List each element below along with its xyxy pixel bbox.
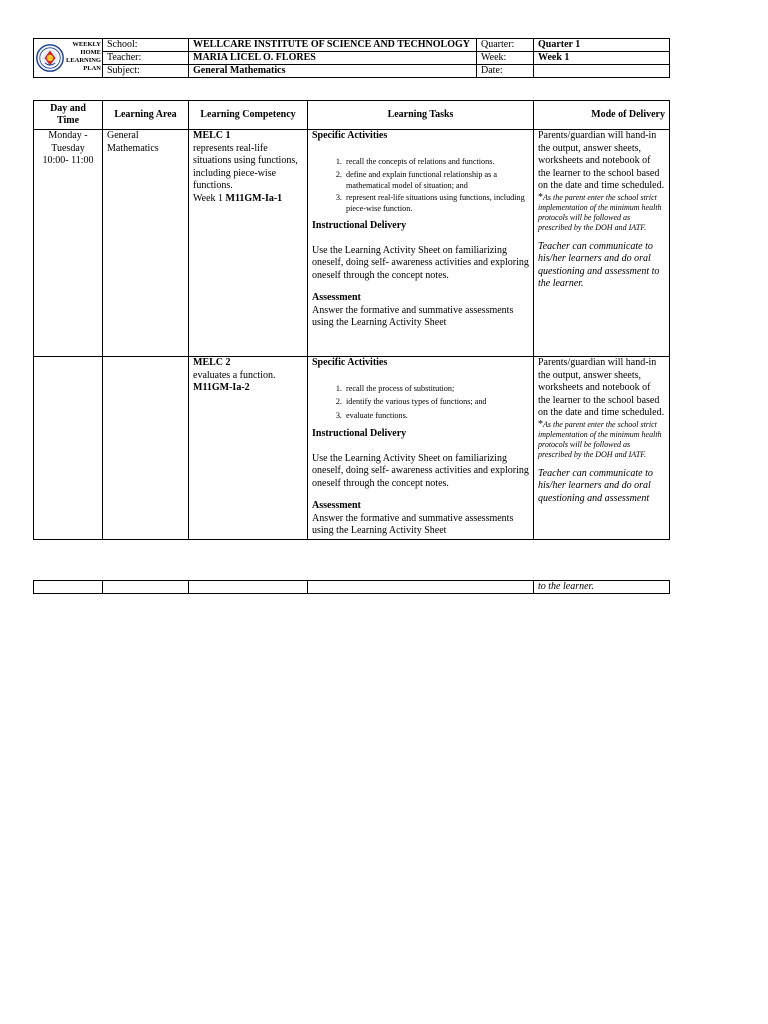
day-time-cell: [34, 581, 103, 594]
quarter-label: Quarter:: [477, 39, 534, 52]
delivery-text: Parents/guardian will hand-in the output, answer sheets, worksheets and notebook of the learner to the school based on the date and time scheduled.: [538, 357, 665, 418]
assessment-title: Assessment: [312, 500, 361, 511]
logo-cell: [34, 39, 103, 78]
melc-code: M11GM-Ia-2: [193, 382, 250, 393]
learning-tasks-cell: [308, 130, 534, 357]
learning-competency-cell: [189, 130, 308, 357]
health-protocol-text: As the parent enter the school strict implementation of the minimum health protocols will be followed as prescribed by the DOH and IATF.: [538, 419, 662, 459]
health-protocol-text: As the parent enter the school strict implementation of the minimum health protocols will be followed as prescribed by the DOH and IATF.: [538, 192, 662, 232]
delivery-text: Parents/guardian will hand-in the output, answer sheets, worksheets and notebook of the learner to the school based on the date and time scheduled.: [538, 130, 665, 191]
melc-description: evaluates a function.: [193, 369, 276, 381]
column-header-learning-tasks: Learning Tasks: [308, 101, 534, 130]
list-item: 3. evaluate functions.: [344, 409, 529, 423]
teacher-communication-note: Teacher can communicate to his/her learners and do oral questioning and assessment to the learner.: [538, 240, 660, 289]
delivery-continuation-text: to the learner.: [534, 581, 670, 594]
date-label: Date:: [477, 65, 534, 78]
melc-description: represents real-life situations using functions, including piece-wise functions.: [193, 142, 298, 191]
continuation-table: [33, 580, 670, 594]
learning-area-cell: General Mathematics: [103, 130, 189, 357]
teacher-label: Teacher:: [103, 52, 189, 65]
health-protocol-note: [538, 420, 665, 460]
subject-value: General Mathematics: [189, 65, 477, 78]
melc-title: MELC 2: [193, 357, 231, 368]
instructional-delivery-title: Instructional Delivery: [312, 220, 407, 231]
melc-code: M11GM-Ia-1: [225, 192, 283, 204]
subject-label: Subject:: [103, 65, 189, 78]
list-item: 1. recall the process of substitution;: [344, 382, 529, 396]
school-value: WELLCARE INSTITUTE OF SCIENCE AND TECHNOLOGY: [189, 39, 477, 52]
health-protocol-note: [538, 193, 665, 233]
table-row: [34, 130, 670, 357]
list-item: 1. recall the concepts of relations and functions.: [344, 155, 529, 169]
learning-area-cell: [103, 357, 189, 540]
teacher-value: MARIA LICEL O. FLORES: [189, 52, 477, 65]
learning-competency-cell: [189, 581, 308, 594]
column-header-day-time: Day and Time: [34, 101, 103, 130]
list-item: 2. identify the various types of functions; and: [344, 395, 529, 409]
table-header-row: [34, 101, 670, 130]
activities-list: [312, 155, 529, 215]
melc-week: Week 1: [193, 192, 226, 204]
plan-title-line: HOME: [80, 49, 101, 56]
assessment-title: Assessment: [312, 292, 361, 303]
header-table: [33, 38, 670, 78]
week-value: Week 1: [534, 52, 670, 65]
day-time-cell: [34, 357, 103, 540]
plan-title-line: WEEKLY: [72, 41, 101, 48]
week-label: Week:: [477, 52, 534, 65]
learning-area-cell: [103, 581, 189, 594]
assessment-text: Answer the formative and summative assessments using the Learning Activity Sheet: [312, 512, 514, 536]
school-label: School:: [103, 39, 189, 52]
quarter-value: Quarter 1: [534, 39, 670, 52]
mode-of-delivery-cell: [534, 357, 670, 540]
specific-activities-title: Specific Activities: [312, 357, 388, 368]
teacher-communication-note: Teacher can communicate to his/her learners and do oral questioning and assessment: [538, 467, 653, 504]
activity-text: 2. define and explain functional relationship as a mathematical model of situation; and: [346, 170, 497, 190]
learning-tasks-cell: [308, 357, 534, 540]
instructional-delivery-title: Instructional Delivery: [312, 428, 407, 439]
instructional-delivery-text: Use the Learning Activity Sheet on familiarizing oneself, doing self- awareness activities and exploring oneself through the concept notes.: [312, 244, 529, 281]
activities-list: [312, 382, 529, 423]
list-item: [344, 168, 529, 191]
asterisk: *: [538, 418, 543, 430]
assessment-text: Answer the formative and summative assessments using the Learning Activity Sheet: [312, 304, 514, 328]
date-value: [534, 65, 670, 78]
day-time-cell: Monday - Tuesday 10:00- 11:00: [34, 130, 103, 357]
melc-title: MELC 1: [193, 130, 231, 141]
specific-activities-title: Specific Activities: [312, 130, 388, 141]
learning-tasks-cell: [308, 581, 534, 594]
table-row: [34, 357, 670, 540]
plan-title-line: LEARNING: [65, 57, 101, 64]
plan-title: [57, 41, 101, 73]
instructional-delivery-text: Use the Learning Activity Sheet on familiarizing oneself, doing self- awareness activities and exploring oneself through the concept notes.: [312, 452, 529, 489]
column-header-mode-of-delivery: Mode of Delivery: [534, 101, 670, 130]
column-header-learning-competency: Learning Competency: [189, 101, 308, 130]
list-item: [344, 191, 529, 214]
plan-title-line: PLAN: [83, 65, 101, 72]
activity-text: 3. represent real-life situations using functions, including piece-wise function.: [346, 193, 525, 213]
learning-competency-cell: [189, 357, 308, 540]
table-row: [34, 581, 670, 594]
asterisk: *: [538, 191, 543, 203]
column-header-learning-area: Learning Area: [103, 101, 189, 130]
learning-plan-table: [33, 100, 670, 540]
mode-of-delivery-cell: [534, 130, 670, 357]
